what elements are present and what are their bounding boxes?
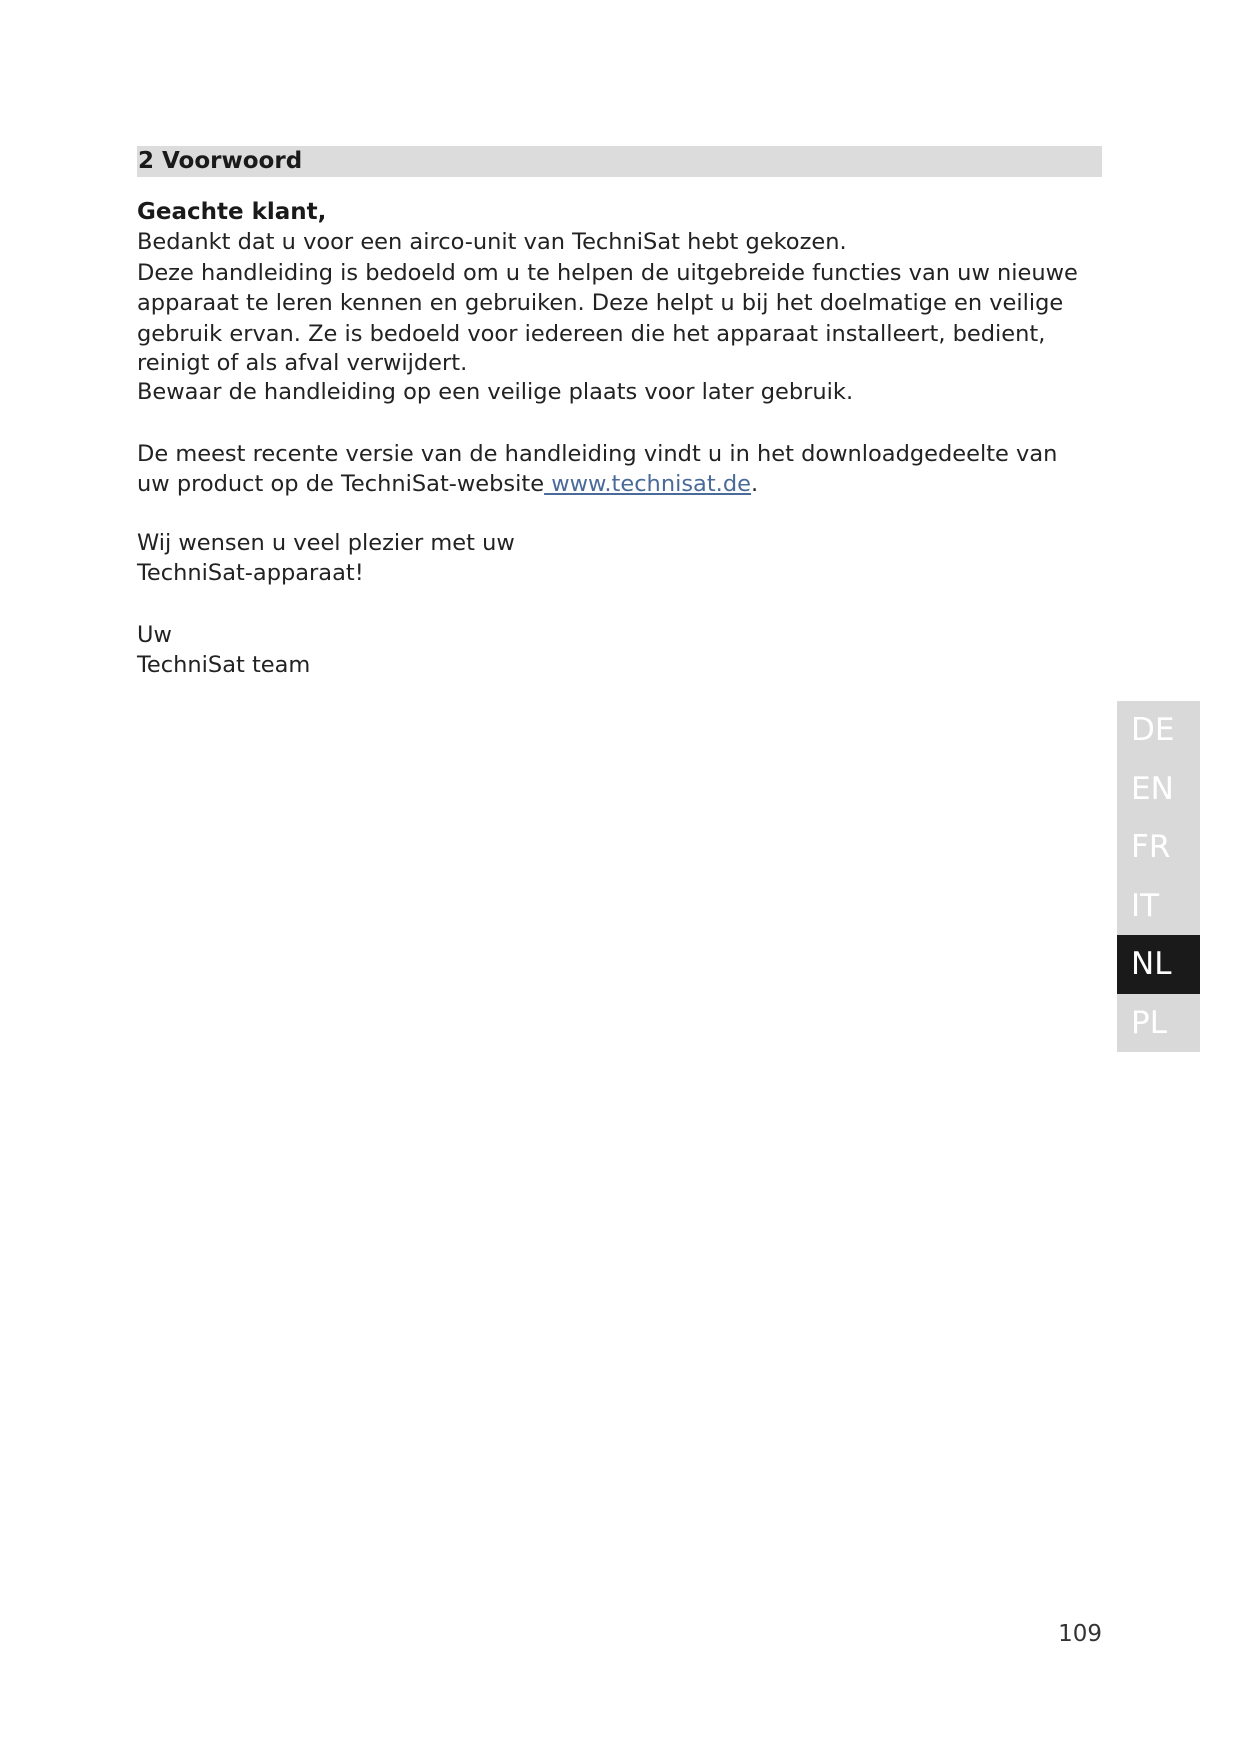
language-tab-it: IT bbox=[1117, 877, 1200, 936]
paragraph-line: De meest recente versie van de handleiding vindt u in het downloadgedeelte van bbox=[137, 440, 1058, 467]
language-tab-fr: FR bbox=[1117, 818, 1200, 877]
paragraph-line: Bewaar de handleiding op een veilige plaats voor later gebruik. bbox=[137, 379, 854, 405]
foreword-content bbox=[137, 197, 1102, 681]
page-number: 109 bbox=[1058, 1621, 1102, 1647]
paragraph-line: TechniSat-apparaat! bbox=[137, 560, 364, 586]
spacer bbox=[137, 500, 1102, 528]
greeting: Geachte klant, bbox=[137, 199, 327, 225]
spacer bbox=[137, 408, 1102, 439]
paragraph-line: Deze handleiding is bedoeld om u te helpen de uitgebreide functies van uw nieuwe bbox=[137, 259, 1078, 286]
section-heading: 2 Voorwoord bbox=[137, 146, 1102, 177]
paragraph-text: . bbox=[750, 471, 759, 497]
website-link[interactable]: www.technisat.de bbox=[544, 471, 751, 497]
language-tab-en: EN bbox=[1117, 760, 1200, 819]
language-index bbox=[1117, 701, 1200, 1052]
paragraph-line: reinigt of als afval verwijdert. bbox=[137, 350, 468, 376]
spacer bbox=[137, 589, 1102, 620]
language-tab-de: DE bbox=[1117, 701, 1200, 760]
paragraph-line: gebruik ervan. Ze is bedoeld voor iedereen die het apparaat installeert, bedient, bbox=[137, 320, 1046, 347]
signature: TechniSat team bbox=[137, 652, 311, 678]
paragraph-line: Bedankt dat u voor een airco-unit van TechniSat hebt gekozen. bbox=[137, 229, 847, 255]
paragraph-line: apparaat te leren kennen en gebruiken. Deze helpt u bij het doelmatige en veilige bbox=[137, 290, 1064, 316]
language-tab-pl: PL bbox=[1117, 994, 1200, 1053]
paragraph-text: uw product op de TechniSat-website bbox=[137, 471, 545, 497]
paragraph-line bbox=[137, 469, 1102, 500]
language-tab-nl: NL bbox=[1117, 935, 1200, 994]
closing-line: Uw bbox=[137, 621, 172, 648]
paragraph-line: Wij wensen u veel plezier met uw bbox=[137, 529, 515, 556]
